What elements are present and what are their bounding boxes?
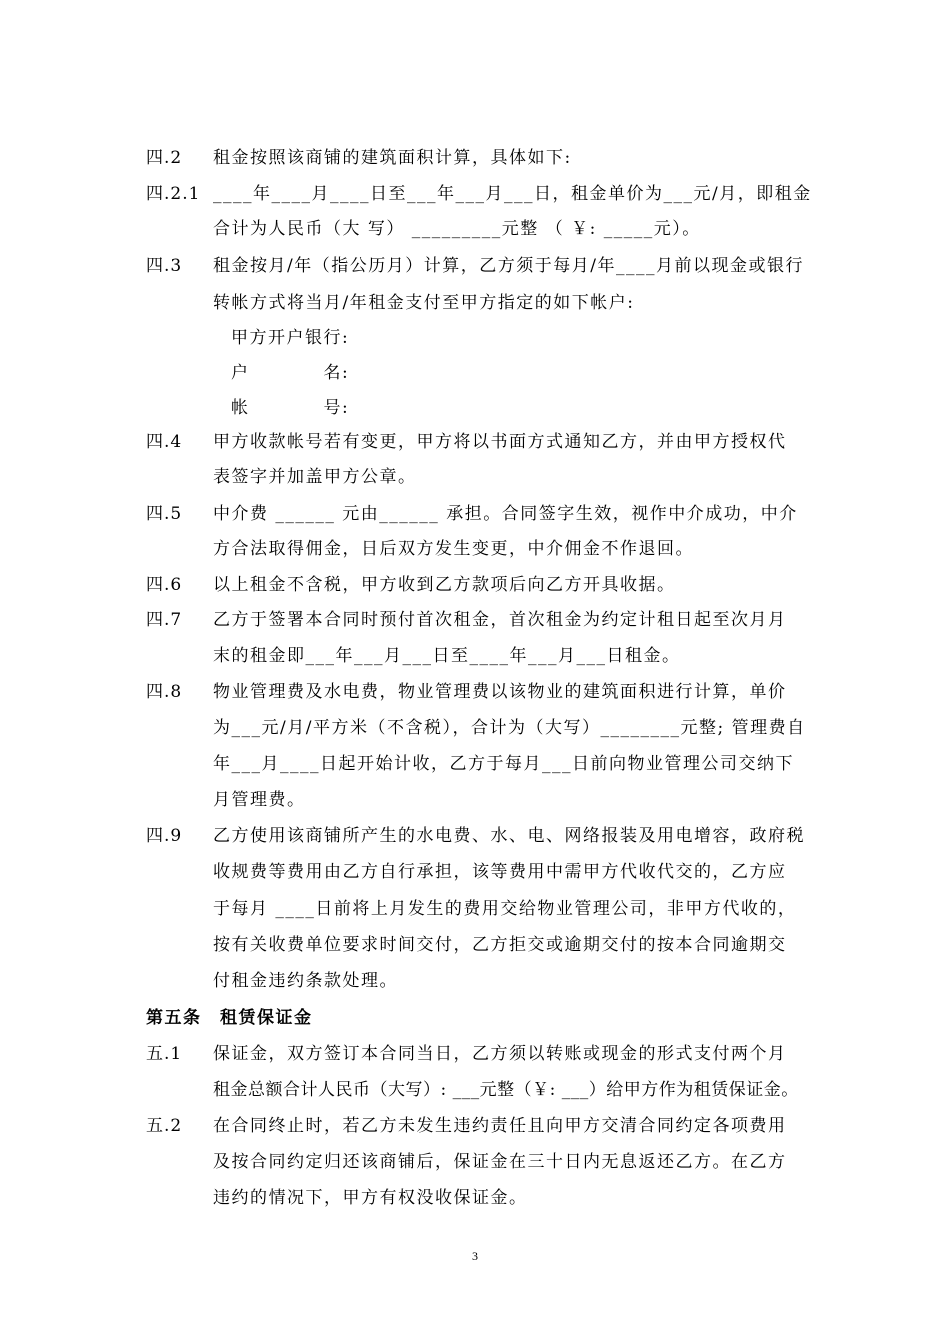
clause-text: 方合法取得佣金，日后双方发生变更，中介佣金不作退回。 bbox=[213, 539, 694, 559]
bank-name-label: 甲方开户银行: bbox=[231, 328, 350, 348]
clause-text: 合计为人民币（大 写） _________元整 （ ￥: _____元）。 bbox=[213, 219, 701, 239]
clause-text: 月管理费。 bbox=[213, 790, 306, 810]
account-name-label: 户 名: bbox=[231, 363, 350, 383]
clause-number: 四.3 bbox=[146, 256, 183, 276]
clause-text: 乙方于签署本合同时预付首次租金，首次租金为约定计租日起至次月月 bbox=[213, 610, 787, 630]
clause-text: 甲方收款帐号若有变更，甲方将以书面方式通知乙方，并由甲方授权代 bbox=[213, 432, 787, 452]
clause-number: 四.5 bbox=[146, 504, 183, 524]
clause-text: 租金按照该商铺的建筑面积计算，具体如下: bbox=[213, 148, 572, 168]
clause-number: 四.4 bbox=[146, 432, 183, 452]
page-number: 3 bbox=[472, 1249, 478, 1263]
clause-text: 违约的情况下，甲方有权没收保证金。 bbox=[213, 1188, 528, 1208]
clause-text: ____年____月____日至___年___月___日，租金单价为___元/月，即租金 bbox=[213, 184, 812, 204]
clause-number: 五.2 bbox=[146, 1116, 183, 1136]
clause-text: 租金总额合计人民币（大写）: ___元整（￥: ___）给甲方作为租赁保证金。 bbox=[213, 1080, 799, 1100]
clause-text: 末的租金即___年___月___日至____年___月___日租金。 bbox=[213, 646, 681, 666]
clause-text: 为___元/月/平方米（不含税），合计为（大写）________元整; 管理费自 bbox=[213, 718, 806, 738]
clause-number: 四.8 bbox=[146, 682, 183, 702]
clause-text: 物业管理费及水电费，物业管理费以该物业的建筑面积进行计算，单价 bbox=[213, 682, 787, 702]
clause-text: 及按合同约定归还该商铺后，保证金在三十日内无息返还乙方。在乙方 bbox=[213, 1152, 787, 1172]
account-number-label: 帐 号: bbox=[231, 398, 350, 418]
clause-text: 保证金，双方签订本合同当日，乙方须以转账或现金的形式支付两个月 bbox=[213, 1044, 787, 1064]
clause-text: 转帐方式将当月/年租金支付至甲方指定的如下帐户: bbox=[213, 293, 635, 313]
clause-number: 四.9 bbox=[146, 826, 183, 846]
clause-number: 四.2.1 bbox=[146, 184, 201, 204]
clause-text: 以上租金不含税，甲方收到乙方款项后向乙方开具收据。 bbox=[213, 575, 676, 595]
clause-number: 四.7 bbox=[146, 610, 183, 630]
clause-number: 四.6 bbox=[146, 575, 183, 595]
clause-text: 乙方使用该商铺所产生的水电费、水、电、网络报装及用电增容，政府税 bbox=[213, 826, 805, 846]
clause-number: 五.1 bbox=[146, 1044, 183, 1064]
clause-text: 租金按月/年（指公历月）计算，乙方须于每月/年____月前以现金或银行 bbox=[213, 256, 804, 276]
clause-text: 表签字并加盖甲方公章。 bbox=[213, 467, 417, 487]
clause-text: 于每月 ____日前将上月发生的费用交给物业管理公司，非甲方代收的， bbox=[213, 899, 797, 919]
clause-text: 中介费 ______ 元由______ 承担。合同签字生效，视作中介成功，中介 bbox=[213, 504, 798, 524]
clause-text: 按有关收费单位要求时间交付，乙方拒交或逾期交付的按本合同逾期交 bbox=[213, 935, 787, 955]
section-heading: 第五条 租赁保证金 bbox=[146, 1008, 313, 1028]
clause-text: 在合同终止时，若乙方未发生违约责任且向甲方交清合同约定各项费用 bbox=[213, 1116, 787, 1136]
clause-text: 收规费等费用由乙方自行承担，该等费用中需甲方代收代交的，乙方应 bbox=[213, 862, 787, 882]
clause-text: 年___月____日起开始计收，乙方于每月___日前向物业管理公司交纳下 bbox=[213, 754, 794, 774]
clause-text: 付租金违约条款处理。 bbox=[213, 971, 398, 991]
clause-number: 四.2 bbox=[146, 148, 183, 168]
